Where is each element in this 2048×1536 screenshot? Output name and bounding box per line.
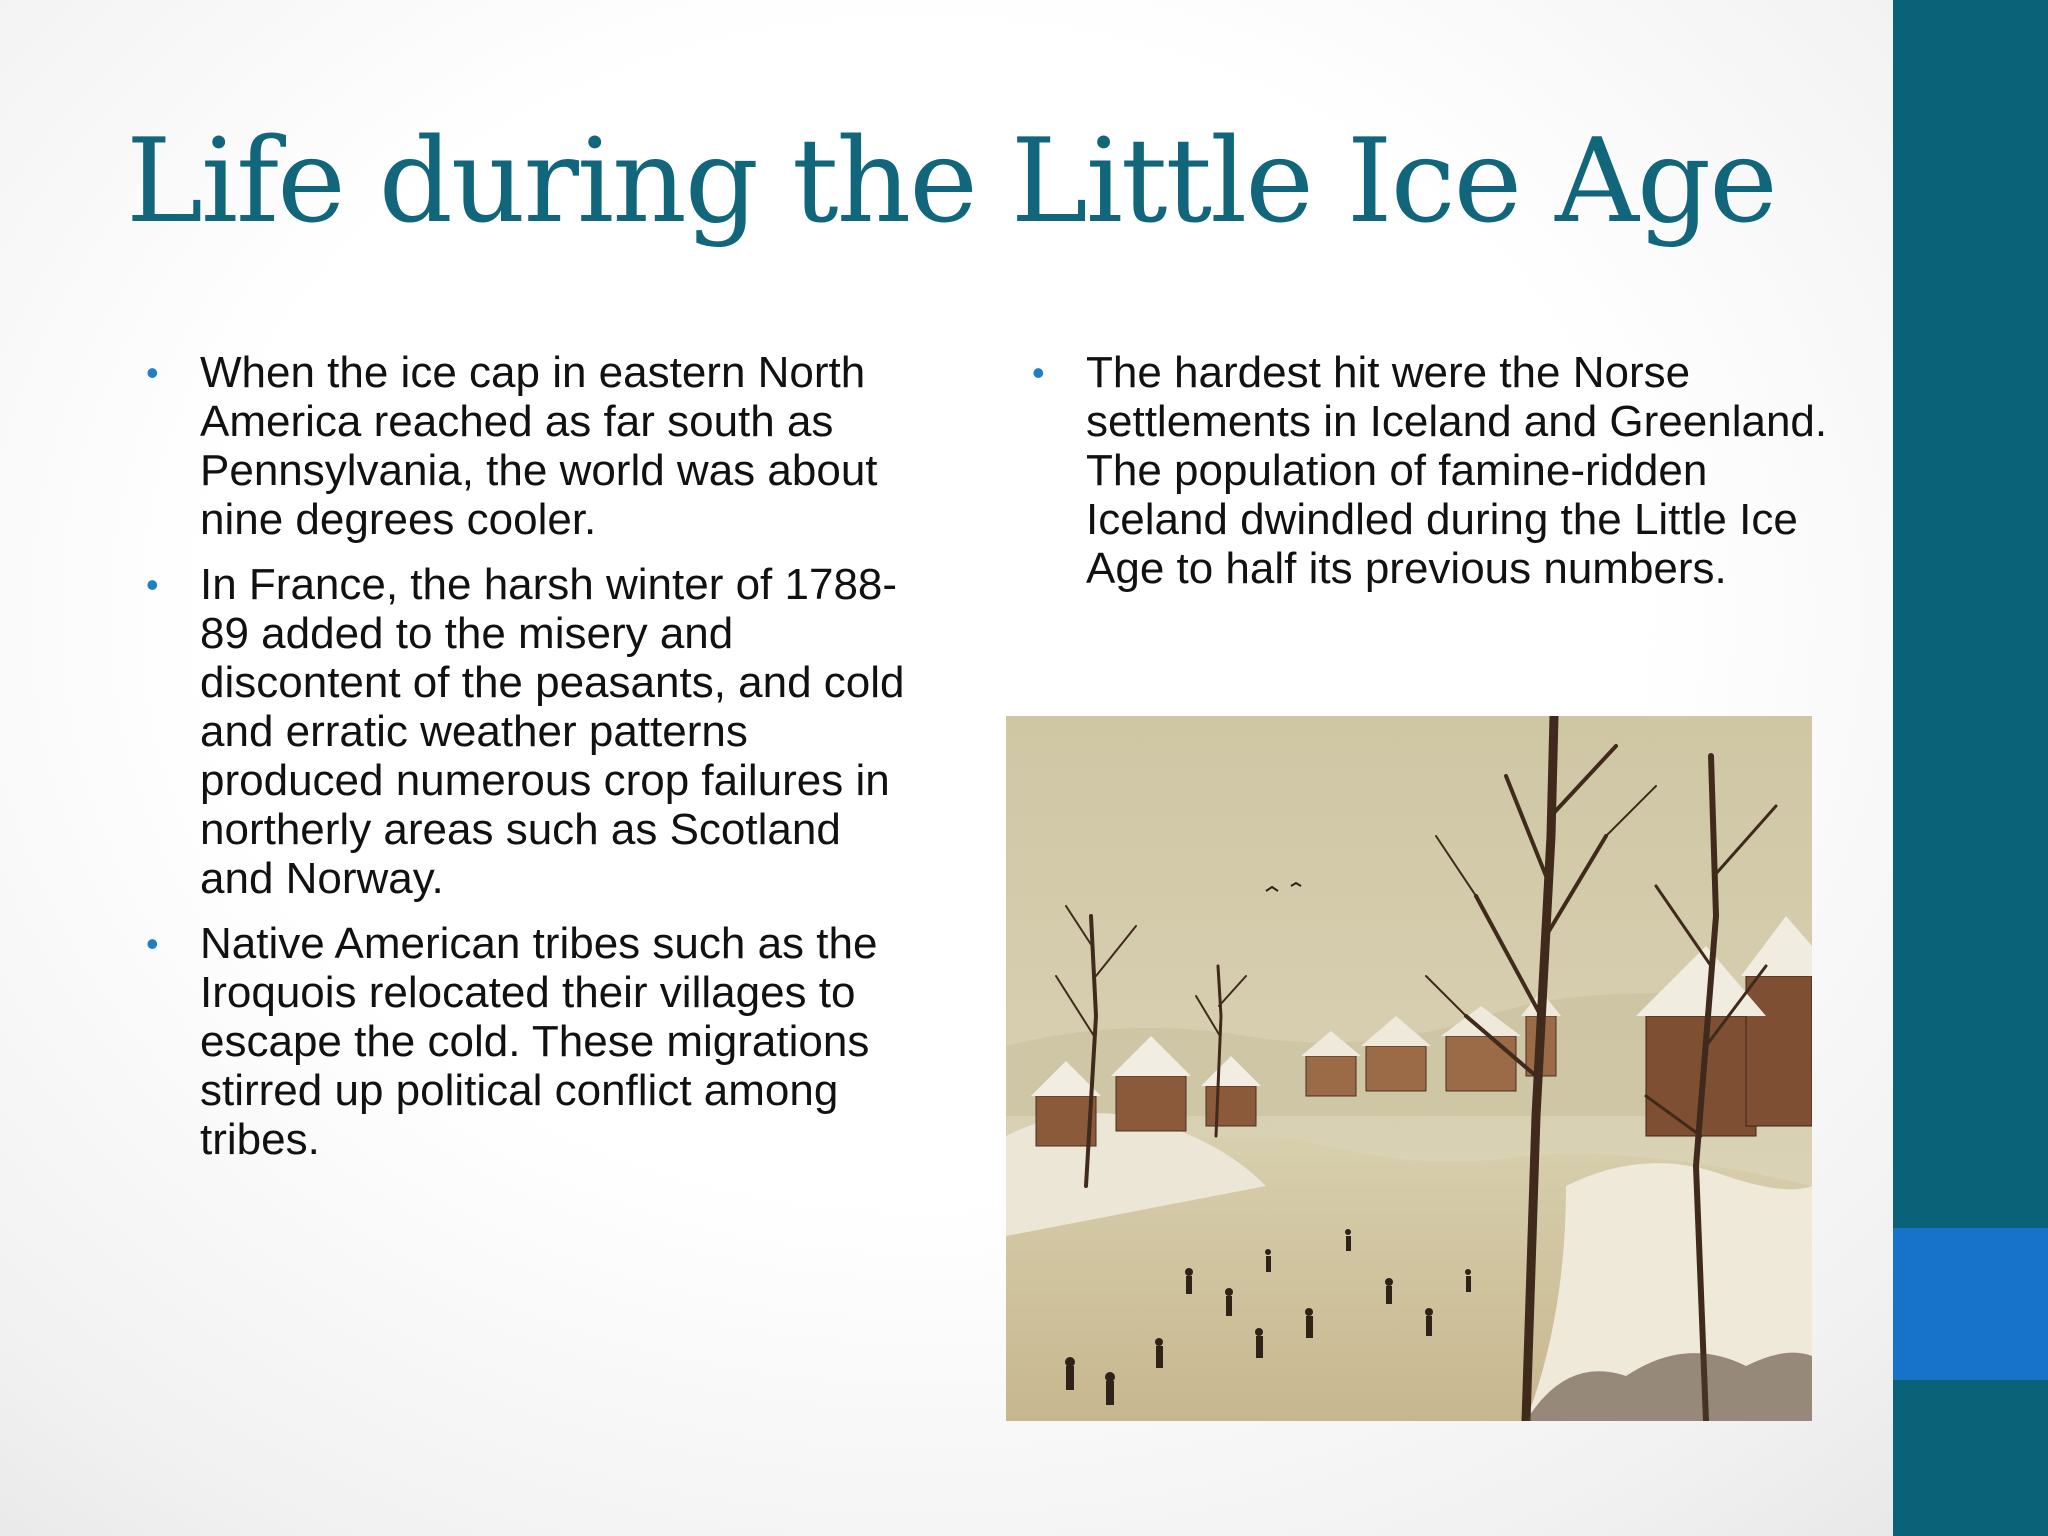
bullet-dot-icon: •: [1032, 352, 1045, 393]
bullet-text: In France, the harsh winter of 1788-89 added to the misery and discontent of the peasants, and cold and erratic weather patterns produced numerous crop failures in northerly areas such as Scotland and Norway.: [200, 560, 905, 903]
side-accent-block: [1893, 1228, 2048, 1380]
bullet-text: When the ice cap in eastern North America reached as far south as Pennsylvania, the world was about nine degrees cooler.: [200, 348, 878, 544]
bullet-dot-icon: •: [146, 923, 159, 964]
bullet-dot-icon: •: [146, 352, 159, 393]
bullet-item: [146, 919, 906, 1164]
left-bullet-list: [146, 348, 906, 1180]
bullet-item: [1032, 348, 1852, 593]
slide-title: Life during the Little Ice Age: [126, 114, 1776, 249]
bullet-text: Native American tribes such as the Iroquois relocated their villages to escape the cold. These migrations stirred up political conflict among tribes.: [200, 919, 878, 1164]
bullet-text: The hardest hit were the Norse settlements in Iceland and Greenland. The population of famine-ridden Iceland dwindled during the Little Ice Age to half its previous numbers.: [1086, 348, 1828, 593]
right-bullet-list: [1032, 348, 1852, 609]
bullet-item: [146, 560, 906, 903]
winter-landscape-painting: [1006, 716, 1812, 1421]
bullet-item: [146, 348, 906, 544]
bullet-dot-icon: •: [146, 564, 159, 605]
